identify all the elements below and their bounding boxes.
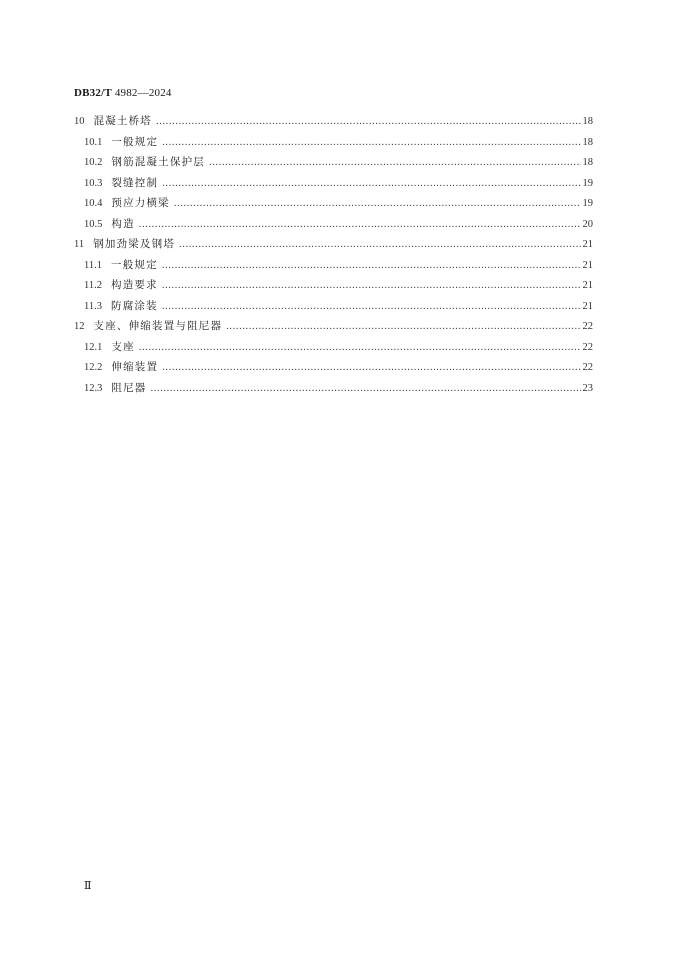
toc-entry[interactable]	[74, 193, 593, 214]
table-of-contents	[74, 111, 593, 398]
toc-entry[interactable]	[74, 316, 593, 337]
toc-entry-page: 18	[582, 157, 593, 168]
toc-entry-number: 11.2	[84, 280, 102, 291]
toc-entry-page: 20	[582, 218, 593, 230]
toc-entry-title: 支座、伸缩装置与阻尼器	[93, 320, 223, 332]
toc-entry-number: 10.5	[84, 218, 103, 230]
toc-entry-page: 19	[582, 177, 593, 189]
toc-entry-page: 21	[582, 280, 593, 291]
toc-entry[interactable]	[74, 152, 593, 173]
toc-entry-number: 11.3	[84, 300, 102, 312]
toc-entry-title: 钢加劲梁及钢塔	[93, 238, 176, 250]
toc-dot-leader	[162, 174, 580, 195]
toc-entry-page: 18	[582, 136, 593, 148]
toc-dot-leader	[226, 317, 580, 338]
toc-dot-leader	[209, 153, 581, 174]
document-header	[74, 87, 172, 99]
standard-number: 4982—2024	[114, 87, 172, 99]
toc-entry-page: 19	[582, 198, 593, 209]
toc-entry-number: 10.1	[84, 136, 103, 148]
toc-entry-title: 伸缩装置	[111, 361, 159, 373]
toc-dot-leader	[162, 358, 580, 379]
toc-dot-leader	[162, 133, 580, 154]
toc-entry-title: 防腐涂装	[111, 299, 158, 312]
page-number: Ⅱ	[84, 880, 92, 892]
toc-entry-page: 22	[582, 321, 593, 332]
toc-dot-leader	[156, 112, 581, 133]
toc-entry-number: 10.3	[84, 177, 103, 189]
toc-entry[interactable]	[74, 214, 593, 235]
toc-entry-title: 混凝土桥塔	[93, 115, 152, 127]
toc-entry-number: 12.3	[84, 382, 103, 394]
toc-entry-number: 12.2	[84, 362, 103, 373]
toc-entry-title: 支座	[111, 340, 135, 353]
toc-entry-number: 10.2	[84, 157, 103, 168]
toc-entry-title: 预应力横梁	[111, 197, 170, 209]
toc-dot-leader	[139, 338, 581, 359]
toc-entry-page: 21	[582, 239, 593, 250]
toc-dot-leader	[162, 256, 581, 277]
toc-entry-number: 10	[74, 116, 85, 127]
toc-entry-page: 21	[582, 259, 593, 271]
toc-entry-page: 18	[582, 116, 593, 127]
toc-entry-number: 10.4	[84, 198, 103, 209]
toc-entry-number: 12.1	[84, 341, 103, 353]
toc-entry[interactable]	[74, 357, 593, 378]
toc-entry-title: 一般规定	[111, 258, 158, 271]
toc-entry-title: 裂缝控制	[111, 176, 159, 189]
toc-entry-page: 22	[582, 341, 593, 353]
toc-entry[interactable]	[74, 234, 593, 255]
toc-entry-number: 11	[74, 239, 85, 250]
toc-entry[interactable]	[74, 275, 593, 296]
toc-entry-number: 12	[74, 321, 85, 332]
toc-entry[interactable]	[74, 132, 593, 153]
toc-dot-leader	[150, 379, 580, 400]
toc-entry-title: 阻尼器	[111, 381, 147, 394]
standard-code: DB32/T	[74, 87, 112, 99]
toc-dot-leader	[162, 276, 581, 297]
toc-entry-title: 构造	[111, 217, 135, 230]
toc-entry-page: 22	[582, 362, 593, 373]
toc-entry[interactable]	[74, 111, 593, 132]
toc-entry[interactable]	[74, 173, 593, 194]
toc-entry-page: 21	[582, 300, 593, 312]
toc-entry[interactable]	[74, 255, 593, 276]
toc-entry-number: 11.1	[84, 259, 102, 271]
toc-entry-title: 一般规定	[111, 135, 159, 148]
toc-dot-leader	[179, 235, 580, 256]
toc-entry-title: 构造要求	[111, 279, 158, 291]
toc-entry[interactable]	[74, 337, 593, 358]
toc-entry-page: 23	[582, 382, 593, 394]
toc-dot-leader	[162, 297, 581, 318]
toc-dot-leader	[174, 194, 581, 215]
toc-dot-leader	[139, 215, 581, 236]
toc-entry[interactable]	[74, 296, 593, 317]
toc-entry[interactable]	[74, 378, 593, 399]
toc-entry-title: 钢筋混凝土保护层	[111, 156, 205, 168]
